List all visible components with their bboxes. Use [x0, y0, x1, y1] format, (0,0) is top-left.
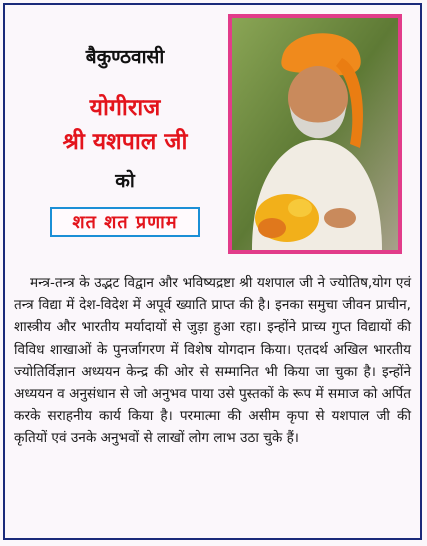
title-line-ko: को — [115, 170, 135, 192]
title-line-yogiraj: योगीराज — [89, 95, 161, 121]
portrait-illustration — [232, 18, 398, 250]
tribute-box — [50, 207, 200, 237]
biography-paragraph: मन्त्र-तन्त्र के उद्भट विद्वान और भविष्यद्रष्टा श्री यशपाल जी ने ज्योतिष,योग एवं तन्त्र विद्या में देश-विदेश में अपूर्व ख्याति प्राप्त की है। इनका समुचा जीवन प्राचीन, शास्त्रीय और भारतीय मर्यादायों से जुड़ा हुआ रहा। इन्होंने प्राच्य गुप्त विद्यायों की विविध शाखाओं के पुनर्जागरण में विशेष योगदान किया। एतदर्थ अखिल भारतीय ज्योतिर्विज्ञान अध्ययन केन्द्र की ओर से सम्मानित भी किया जा चुका है। इन्होंने अध्ययन व अनुसंधान से जो अनुभव पाया उसे पुस्तकों के रूप में समाज को अर्पित करके सराहनीय कार्य किया है। परमात्मा की असीम कृपा से यशपाल जी की कृतियों एवं उनके अनुभवों से लाखों लोग लाभ उठा चुके हैं। — [14, 275, 411, 447]
title-line-late: बैकुण्ठवासी — [85, 46, 165, 68]
portrait-photo — [228, 14, 402, 254]
tribute-text: शत शत प्रणाम — [72, 212, 178, 233]
title-line-name: श्री यशपाल जी — [62, 129, 188, 155]
